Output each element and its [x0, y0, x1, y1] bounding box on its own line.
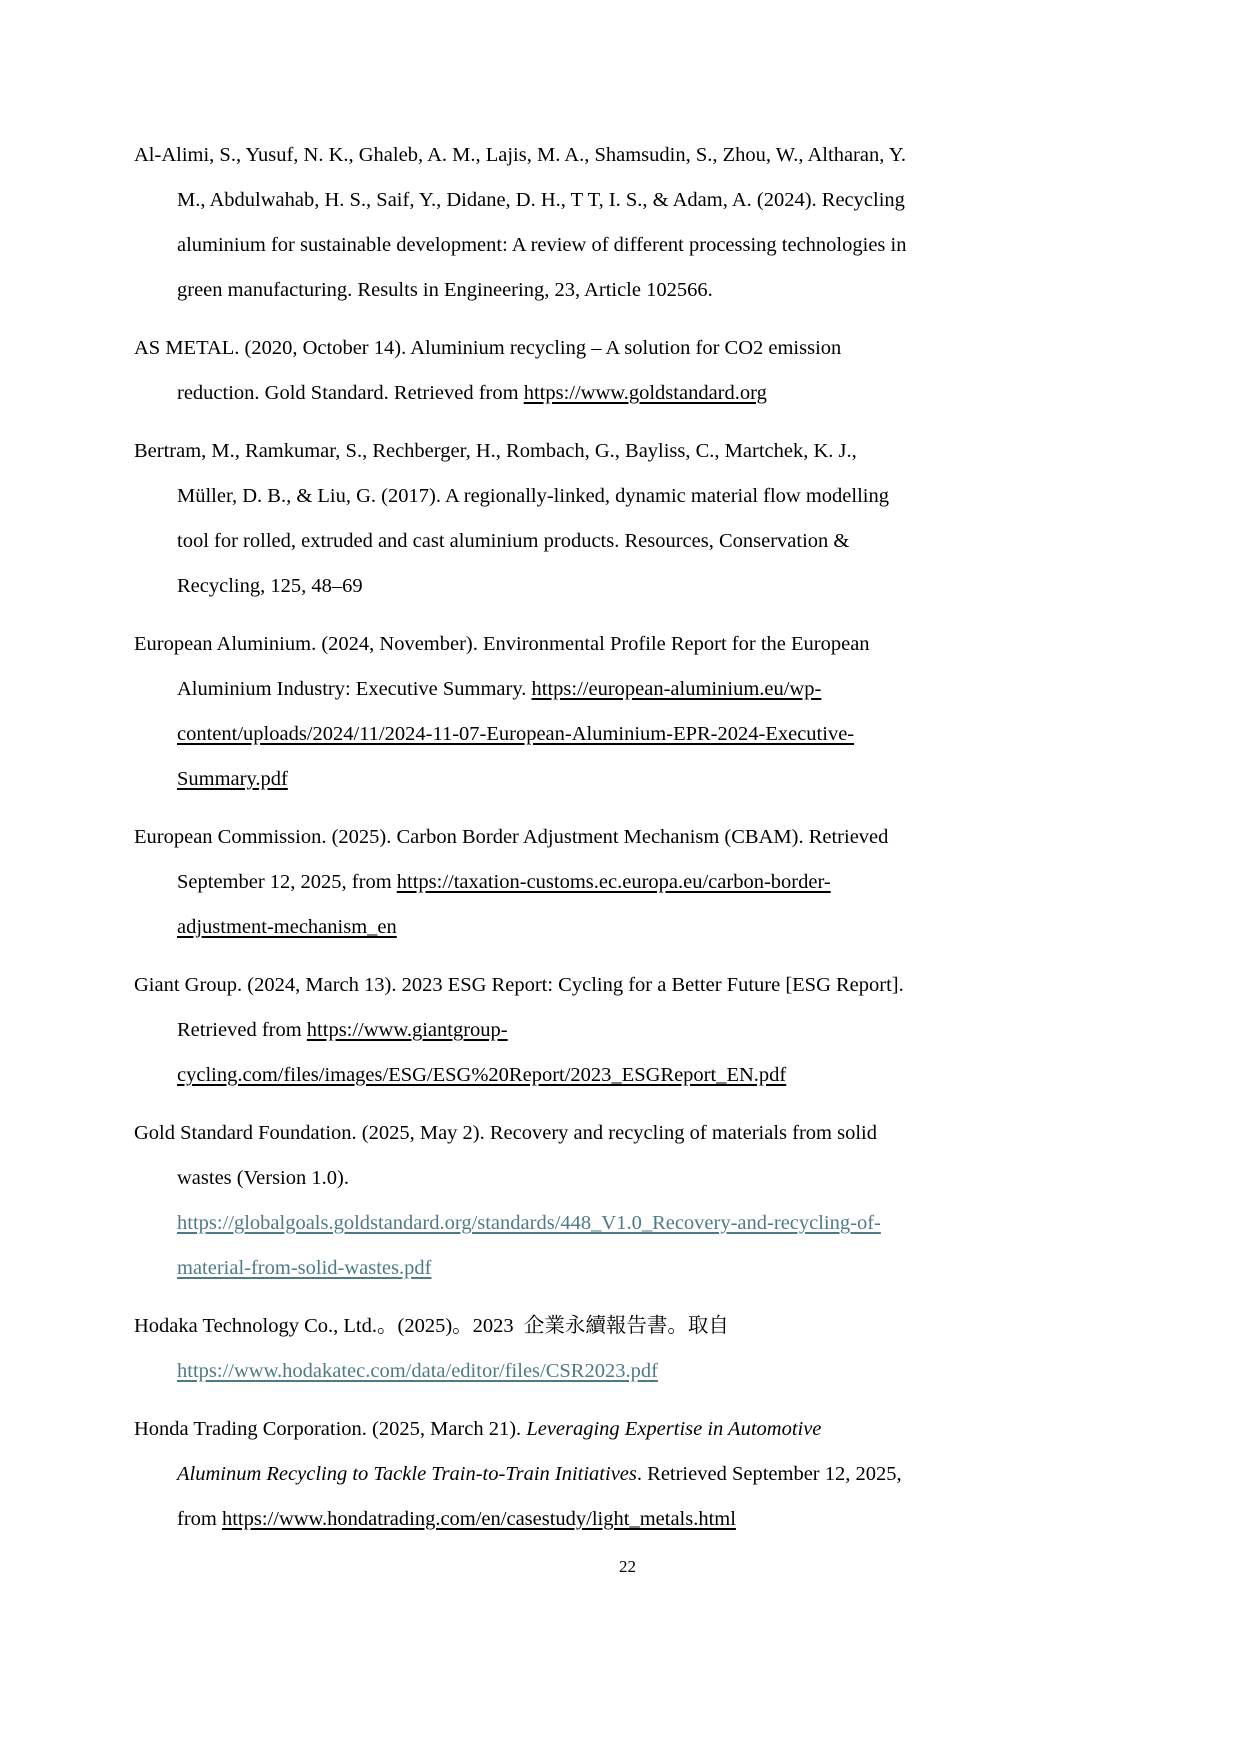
- reference-line: [134, 326, 1134, 371]
- reference-link[interactable]: material-from-solid-wastes.pdf: [177, 1257, 432, 1279]
- reference-entry: [134, 963, 1134, 1098]
- reference-entry: [134, 815, 1134, 950]
- reference-text: . Retrieved September 12, 2025,: [636, 1463, 902, 1485]
- reference-link[interactable]: https://taxation-customs.ec.europa.eu/carbon-border-: [396, 871, 831, 893]
- reference-entry: [134, 1407, 1134, 1542]
- reference-text: Aluminum Recycling to Tackle Train-to-Train Initiatives: [177, 1463, 637, 1485]
- reference-line: [177, 1201, 1134, 1246]
- reference-line: [177, 519, 1134, 564]
- reference-line: [177, 1008, 1134, 1053]
- reference-text: reduction. Gold Standard. Retrieved from: [177, 382, 524, 404]
- reference-text: Aluminium Industry: Executive Summary.: [177, 678, 532, 700]
- reference-text: September 12, 2025, from: [177, 871, 397, 893]
- reference-text: Recycling, 125, 48–69: [177, 575, 363, 597]
- reference-link[interactable]: https://www.hondatrading.com/en/casestudy/light_metals.html: [221, 1508, 736, 1530]
- reference-link[interactable]: content/uploads/2024/11/2024-11-07-European-Aluminium-EPR-2024-Executive-: [177, 723, 855, 745]
- reference-line: [134, 133, 1134, 178]
- reference-line: [177, 1246, 1134, 1291]
- reference-link[interactable]: Summary.pdf: [177, 768, 288, 790]
- reference-line: [177, 1497, 1134, 1542]
- reference-line: [177, 712, 1134, 757]
- reference-link[interactable]: https://globalgoals.goldstandard.org/standards/448_V1.0_Recovery-and-recycling-of-: [177, 1212, 881, 1234]
- reference-link[interactable]: adjustment-mechanism_en: [177, 916, 397, 938]
- reference-text: Hodaka Technology Co., Ltd.。(2025)。2023 企業永續報告書。取自: [134, 1315, 729, 1337]
- reference-entry: [134, 429, 1134, 609]
- reference-line: [177, 564, 1134, 609]
- reference-link[interactable]: https://www.goldstandard.org: [523, 382, 767, 404]
- reference-text: M., Abdulwahab, H. S., Saif, Y., Didane, D. H., T T, I. S., & Adam, A. (2024). Recycling: [177, 189, 905, 211]
- page-number: 22: [619, 1557, 636, 1576]
- reference-line: [134, 815, 1134, 860]
- reference-line: [177, 1053, 1134, 1098]
- reference-line: [134, 1111, 1134, 1156]
- reference-text: Gold Standard Foundation. (2025, May 2). Recovery and recycling of materials from solid: [134, 1122, 877, 1144]
- reference-line: [134, 622, 1134, 667]
- reference-text: aluminium for sustainable development: A review of different processing technologies in: [177, 234, 907, 256]
- reference-line: [177, 905, 1134, 950]
- reference-line: [177, 860, 1134, 905]
- reference-text: Leveraging Expertise in Automotive: [526, 1418, 822, 1440]
- reference-entry: [134, 326, 1134, 416]
- reference-text: Al-Alimi, S., Yusuf, N. K., Ghaleb, A. M., Lajis, M. A., Shamsudin, S., Zhou, W., Altharan, Y.: [134, 144, 906, 166]
- reference-text: Giant Group. (2024, March 13). 2023 ESG Report: Cycling for a Better Future [ESG Report].: [134, 974, 904, 996]
- reference-text: European Commission. (2025). Carbon Border Adjustment Mechanism (CBAM). Retrieved: [134, 826, 889, 848]
- reference-text: Retrieved from: [177, 1019, 307, 1041]
- reference-line: [177, 1349, 1134, 1394]
- reference-text: wastes (Version 1.0).: [177, 1167, 349, 1189]
- reference-text: AS METAL. (2020, October 14). Aluminium recycling – A solution for CO2 emission: [134, 337, 842, 359]
- reference-line: [134, 1304, 1134, 1349]
- reference-line: [177, 1452, 1134, 1497]
- reference-text: European Aluminium. (2024, November). Environmental Profile Report for the European: [134, 633, 870, 655]
- reference-link[interactable]: https://www.giantgroup-: [306, 1019, 508, 1041]
- reference-text: from: [177, 1508, 222, 1530]
- reference-line: [177, 223, 1134, 268]
- reference-entry: [134, 133, 1134, 313]
- reference-entry: [134, 622, 1134, 802]
- references-list: [134, 133, 1134, 1542]
- reference-text: green manufacturing. Results in Engineering, 23, Article 102566.: [177, 279, 713, 301]
- reference-entry: [134, 1111, 1134, 1291]
- reference-text: Bertram, M., Ramkumar, S., Rechberger, H., Rombach, G., Bayliss, C., Martchek, K. J.,: [134, 440, 857, 462]
- reference-link[interactable]: https://european-aluminium.eu/wp-: [531, 678, 822, 700]
- reference-line: [177, 757, 1134, 802]
- reference-line: [177, 371, 1134, 416]
- reference-line: [177, 1156, 1134, 1201]
- reference-link[interactable]: cycling.com/files/images/ESG/ESG%20Report/2023_ESGReport_EN.pdf: [177, 1064, 787, 1086]
- reference-text: tool for rolled, extruded and cast aluminium products. Resources, Conservation &: [177, 530, 850, 552]
- reference-line: [134, 429, 1134, 474]
- reference-line: [177, 268, 1134, 313]
- reference-line: [134, 1407, 1134, 1452]
- reference-text: Honda Trading Corporation. (2025, March 21).: [134, 1418, 527, 1440]
- reference-line: [177, 178, 1134, 223]
- reference-line: [177, 474, 1134, 519]
- reference-entry: [134, 1304, 1134, 1394]
- reference-text: Müller, D. B., & Liu, G. (2017). A regionally-linked, dynamic material flow modelling: [177, 485, 889, 507]
- reference-line: [134, 963, 1134, 1008]
- reference-line: [177, 667, 1134, 712]
- reference-link[interactable]: https://www.hodakatec.com/data/editor/files/CSR2023.pdf: [177, 1360, 658, 1382]
